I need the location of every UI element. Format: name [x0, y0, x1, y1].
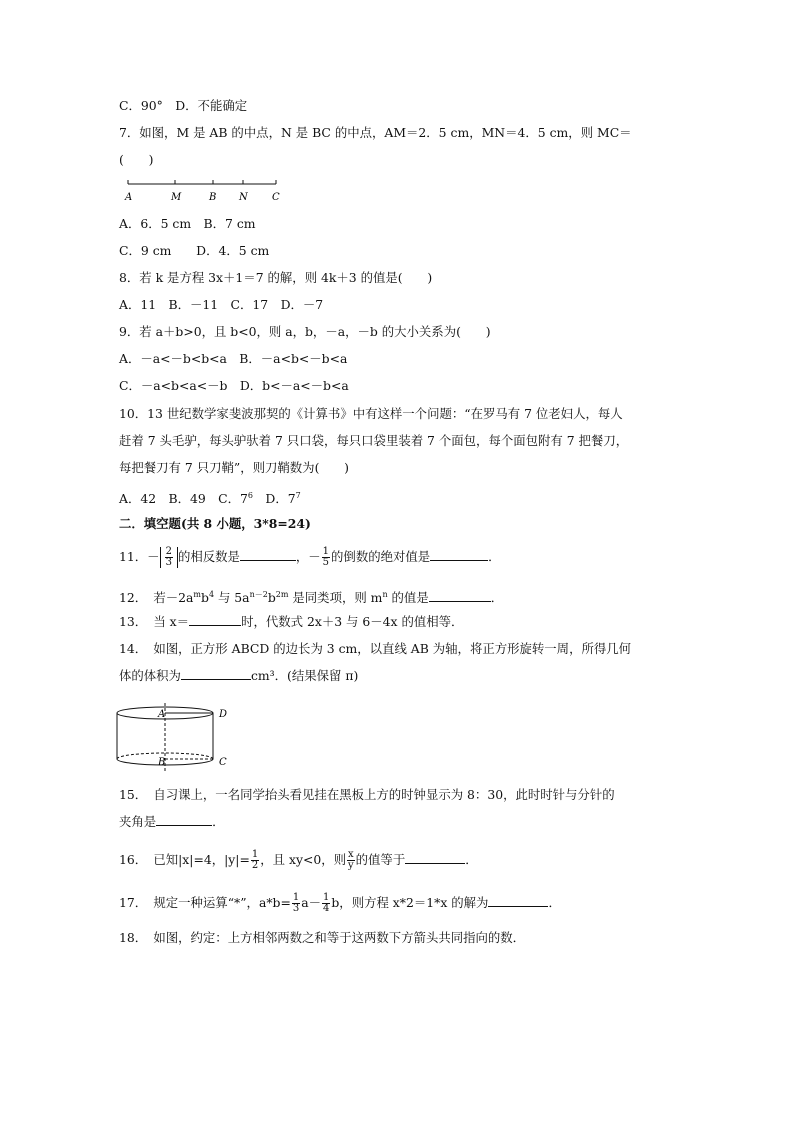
q13: 13． 当 x＝ 时，代数式 2x＋3 与 6－4x 的值相等．	[119, 614, 464, 629]
q14-cylinder-figure	[115, 703, 240, 773]
q15-line-2: 夹角是 ．	[119, 814, 225, 829]
q11: 11．－ $\frac{2}{3}$ 的相反数是 ，－ $\frac{1}{5}$ 的倒数的绝对值是 ．	[119, 546, 501, 568]
q9-options-1: A．－a<－b<b<a B．－a<b<－b<a	[119, 351, 348, 366]
q15-line-1: 15． 自习课上，一名同学抬头看见挂在黑板上方的时钟显示为 8：30，此时时针与分针的	[119, 787, 615, 802]
label-c: C	[272, 192, 280, 203]
q6-options: C．90° D．不能确定	[119, 98, 248, 113]
q16: 16． 已知|x|=4，|y|= $\frac{1}{2}$ ，且 xy<0，则 $\frac{x}{y}$ 的值等于 ．	[119, 849, 478, 871]
q14-line-2: 体的体积为 cm³．(结果保留 π)	[119, 668, 359, 683]
q7-stem: 7．如图，M 是 AB 的中点，N 是 BC 的中点，AM＝2．5 cm，MN＝4．5 cm，则 MC＝	[119, 125, 632, 140]
q10-stem-1: 10．13 世纪数学家斐波那契的《计算书》中有这样一个问题：“在罗马有 7 位老妇人，每人	[119, 406, 623, 421]
q7-options-2: C．9 cm D．4．5 cm	[119, 243, 270, 258]
label-b: B	[209, 192, 217, 203]
q10-stem-2: 赶着 7 头毛驴，每头驴驮着 7 只口袋，每只口袋里装着 7 个面包，每个面包附有 7 把餐刀，	[119, 433, 629, 448]
q8-options: A．11 B．－11 C．17 D．－7	[119, 297, 324, 312]
q7-line-figure	[120, 176, 290, 208]
q18: 18． 如图，约定：上方相邻两数之和等于这两数下方箭头共同指向的数．	[119, 930, 526, 945]
label-b: B	[158, 757, 166, 768]
label-m: M	[171, 192, 182, 203]
q8-stem: 8．若 k 是方程 3x＋1＝7 的解，则 4k＋3 的值是( )	[119, 270, 433, 285]
section-title-fill-in: 二．填空题(共 8 小题，3*8=24)	[119, 516, 311, 531]
q7-options-1: A．6．5 cm B．7 cm	[119, 216, 256, 231]
q17: 17． 规定一种运算“*”，a*b= $\frac{1}{3}$ a－ $\frac{1}{4}$ b，则方程 x*2＝1*x 的解为 ．	[119, 892, 561, 914]
q10-options: A．42 B．49 C．$7^6$ D．$7^7$	[119, 491, 301, 507]
q14-line-1: 14． 如图，正方形 ABCD 的边长为 3 cm，以直线 AB 为轴，将正方形旋转一周，所得几何	[119, 641, 632, 656]
label-c: C	[219, 757, 227, 768]
label-d: D	[219, 709, 228, 720]
q7-paren: ( )	[119, 152, 154, 167]
q9-stem: 9．若 a＋b>0，且 b<0，则 a，b，－a，－b 的大小关系为( )	[119, 324, 491, 339]
q10-stem-3: 每把餐刀有 7 只刀鞘”，则刀鞘数为( )	[119, 460, 350, 475]
label-a: A	[125, 192, 133, 203]
label-a: A	[158, 709, 166, 720]
q9-options-2: C．－a<b<a<－b D．b<－a<－b<a	[119, 378, 349, 393]
q12: 12． 若$-2a^mb^4$ 与 $5a^{n-2}b^{2m}$ 是同类项，则 $m^n$ 的值是 ．	[119, 590, 504, 606]
label-n: N	[239, 192, 248, 203]
